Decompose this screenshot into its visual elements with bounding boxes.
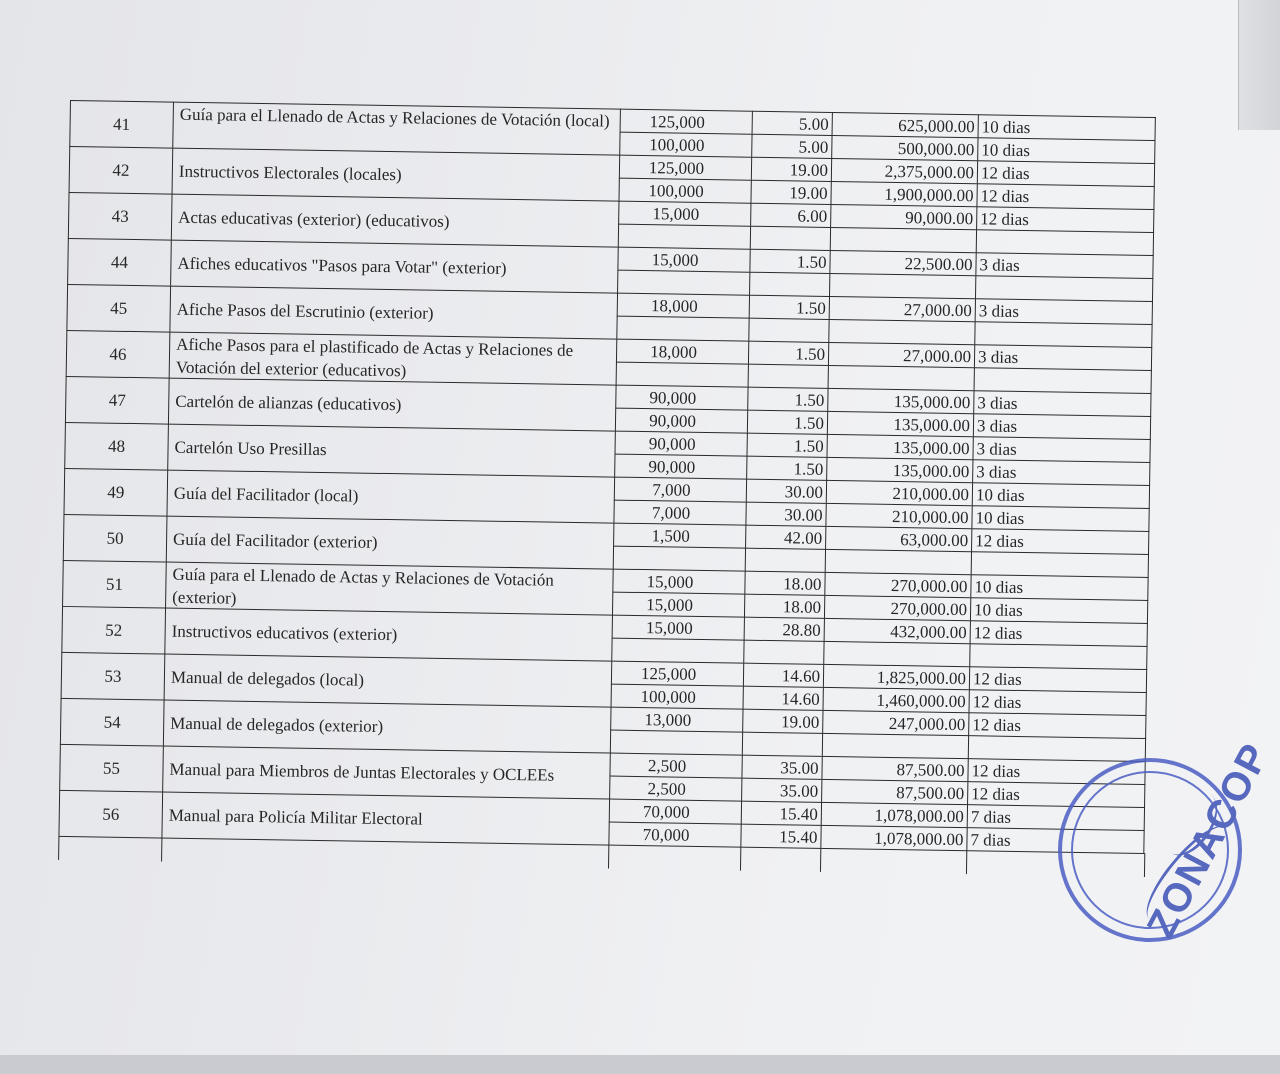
delivery-days-cell: 7 dias bbox=[967, 804, 1145, 830]
quantity-cell: 90,000 bbox=[615, 385, 747, 410]
unit-price-cell: 19.00 bbox=[751, 157, 831, 181]
item-description: Afiche Pasos para el plastificado de Actas y Relaciones de Votación del exterior (educativos) bbox=[175, 334, 574, 381]
quantity-cell: 70,000 bbox=[609, 799, 741, 824]
item-description-cell bbox=[161, 792, 609, 845]
unit-price-cell: 30.00 bbox=[746, 479, 826, 503]
total-cell bbox=[829, 273, 975, 298]
quantity-cell: 18,000 bbox=[617, 293, 749, 318]
unit-price-cell: 15.40 bbox=[741, 801, 821, 825]
item-description: Cartelón de alianzas (educativos) bbox=[175, 391, 402, 415]
quantity-cell: 70,000 bbox=[608, 822, 740, 847]
total-cell: 1,460,000.00 bbox=[823, 687, 969, 712]
quantity-cell: 7,000 bbox=[614, 477, 746, 502]
unit-price-cell bbox=[743, 640, 823, 664]
item-description-cell bbox=[169, 332, 617, 385]
delivery-days-cell: 12 dias bbox=[976, 206, 1154, 232]
delivery-days-cell: 3 dias bbox=[974, 344, 1152, 370]
table-column-line bbox=[58, 836, 59, 860]
delivery-days-cell: 12 dias bbox=[971, 528, 1149, 554]
unit-price-cell: 18.00 bbox=[744, 594, 824, 618]
item-description: Guía del Facilitador (exterior) bbox=[172, 529, 378, 552]
item-number: 52 bbox=[105, 620, 123, 640]
delivery-days-cell bbox=[971, 551, 1149, 577]
delivery-days-cell: 3 dias bbox=[975, 252, 1153, 278]
item-description-cell bbox=[166, 470, 614, 523]
item-number-cell bbox=[69, 100, 173, 148]
item-number-cell bbox=[63, 514, 167, 562]
item-number-cell bbox=[66, 330, 170, 378]
table-column-line bbox=[608, 845, 609, 869]
unit-price-cell: 19.00 bbox=[750, 180, 830, 204]
unit-price-cell bbox=[750, 226, 830, 250]
unit-price-cell: 5.00 bbox=[752, 111, 832, 135]
item-number-cell bbox=[65, 376, 169, 424]
item-number: 46 bbox=[109, 344, 127, 364]
table-column-line bbox=[161, 838, 162, 862]
quantity-cell: 15,000 bbox=[612, 592, 744, 617]
delivery-days-cell: 12 dias bbox=[977, 160, 1155, 186]
item-description: Cartelón Uso Presillas bbox=[174, 437, 327, 460]
unit-price-cell: 18.00 bbox=[744, 571, 824, 595]
item-description: Afiche Pasos del Escrutinio (exterior) bbox=[176, 299, 434, 323]
total-cell: 270,000.00 bbox=[824, 572, 970, 597]
item-number-cell bbox=[58, 790, 162, 838]
delivery-days-cell bbox=[975, 275, 1153, 301]
total-cell: 1,900,000.00 bbox=[830, 181, 976, 206]
item-number: 56 bbox=[102, 804, 120, 824]
total-cell: 432,000.00 bbox=[824, 618, 970, 643]
quantity-cell: 15,000 bbox=[612, 615, 744, 640]
item-number-cell bbox=[62, 560, 166, 608]
quantity-cell: 100,000 bbox=[619, 132, 751, 157]
delivery-days-cell: 12 dias bbox=[967, 758, 1145, 784]
item-number: 50 bbox=[106, 528, 124, 548]
total-cell: 135,000.00 bbox=[827, 388, 973, 413]
unit-price-cell: 1.50 bbox=[746, 456, 826, 480]
item-description-cell bbox=[167, 424, 615, 477]
unit-price-cell: 5.00 bbox=[751, 134, 831, 158]
quantity-cell: 2,500 bbox=[609, 753, 741, 778]
unit-price-cell: 30.00 bbox=[745, 502, 825, 526]
unit-price-cell: 6.00 bbox=[750, 203, 830, 227]
unit-price-cell: 1.50 bbox=[747, 410, 827, 434]
delivery-days-cell: 3 dias bbox=[972, 459, 1150, 485]
total-cell: 63,000.00 bbox=[825, 526, 971, 551]
unit-price-cell: 19.00 bbox=[742, 709, 822, 733]
total-cell bbox=[822, 733, 968, 758]
quantity-cell: 1,500 bbox=[613, 523, 745, 548]
item-number-cell bbox=[63, 468, 167, 516]
quantity-cell bbox=[616, 316, 748, 341]
unit-price-cell: 1.50 bbox=[749, 249, 829, 273]
item-number: 54 bbox=[103, 712, 121, 732]
quantity-cell: 125,000 bbox=[611, 661, 743, 686]
delivery-days-cell: 12 dias bbox=[976, 183, 1154, 209]
item-description: Instructivos educativos (exterior) bbox=[171, 621, 398, 645]
total-cell: 27,000.00 bbox=[829, 296, 975, 321]
unit-price-cell: 1.50 bbox=[749, 295, 829, 319]
delivery-days-cell: 3 dias bbox=[973, 413, 1151, 439]
item-description: Instructivos Electorales (locales) bbox=[178, 161, 402, 185]
item-number-cell bbox=[60, 698, 164, 746]
total-cell: 500,000.00 bbox=[831, 135, 977, 160]
item-number: 42 bbox=[112, 160, 130, 180]
unit-price-cell: 1.50 bbox=[746, 433, 826, 457]
item-number-cell bbox=[61, 652, 165, 700]
item-description: Manual de delegados (local) bbox=[170, 667, 365, 690]
quantity-cell: 15,000 bbox=[612, 569, 744, 594]
unit-price-cell: 14.60 bbox=[743, 686, 823, 710]
total-cell: 87,500.00 bbox=[821, 779, 967, 804]
item-description-cell bbox=[166, 516, 614, 569]
quantity-cell: 2,500 bbox=[609, 776, 741, 801]
item-description: Guía del Facilitador (local) bbox=[173, 483, 359, 506]
delivery-days-cell: 7 dias bbox=[966, 827, 1144, 853]
total-cell: 135,000.00 bbox=[826, 434, 972, 459]
quantity-cell: 90,000 bbox=[615, 408, 747, 433]
table-column-line bbox=[966, 850, 967, 874]
item-description-cell bbox=[172, 148, 620, 201]
item-description: Afiches educativos "Pasos para Votar" (exterior) bbox=[177, 253, 507, 278]
item-description: Manual de delegados (exterior) bbox=[170, 713, 384, 736]
stamp-text: ZONACOP bbox=[1138, 735, 1279, 946]
delivery-days-cell: 10 dias bbox=[970, 597, 1148, 623]
delivery-days-cell bbox=[968, 735, 1146, 761]
item-description-cell bbox=[170, 240, 618, 293]
delivery-days-cell: 10 dias bbox=[977, 137, 1155, 163]
unit-price-cell bbox=[748, 318, 828, 342]
quantity-cell: 7,000 bbox=[613, 500, 745, 525]
total-cell: 1,078,000.00 bbox=[821, 802, 967, 827]
quantity-cell: 13,000 bbox=[610, 707, 742, 732]
item-number: 51 bbox=[105, 574, 124, 594]
total-cell: 247,000.00 bbox=[822, 710, 968, 735]
delivery-days-cell bbox=[976, 229, 1154, 255]
quantity-cell bbox=[618, 224, 750, 249]
item-number: 49 bbox=[107, 482, 125, 502]
item-description: Manual para Policía Militar Electoral bbox=[168, 805, 423, 829]
item-number: 53 bbox=[104, 666, 122, 686]
item-description-cell bbox=[169, 286, 617, 339]
quantity-cell bbox=[617, 270, 749, 295]
delivery-days-cell: 10 dias bbox=[978, 114, 1156, 140]
item-description-cell bbox=[165, 562, 613, 615]
delivery-days-cell: 10 dias bbox=[971, 505, 1149, 531]
item-number-cell bbox=[64, 422, 168, 470]
total-cell: 90,000.00 bbox=[830, 204, 976, 229]
delivery-days-cell bbox=[969, 643, 1147, 669]
unit-price-cell: 14.60 bbox=[743, 663, 823, 687]
item-description: Guía para el Llenado de Actas y Relaciones de Votación (exterior) bbox=[172, 564, 554, 608]
total-cell: 87,500.00 bbox=[821, 756, 967, 781]
company-stamp bbox=[1058, 735, 1279, 946]
delivery-days-cell: 12 dias bbox=[969, 666, 1147, 692]
quantity-cell: 100,000 bbox=[618, 178, 750, 203]
item-description-cell bbox=[162, 746, 610, 799]
unit-price-cell: 15.40 bbox=[740, 824, 820, 848]
item-number: 47 bbox=[108, 390, 126, 410]
item-description: Manual para Miembros de Juntas Electorales y OCLEEs bbox=[169, 759, 555, 785]
quantity-cell: 125,000 bbox=[620, 109, 752, 134]
quantity-cell bbox=[611, 638, 743, 663]
unit-price-cell bbox=[745, 548, 825, 572]
item-description: Guía para el Llenado de Actas y Relaciones de Votación (local) bbox=[179, 104, 610, 131]
unit-price-cell: 1.50 bbox=[748, 341, 828, 365]
unit-price-cell: 42.00 bbox=[745, 525, 825, 549]
total-cell: 135,000.00 bbox=[826, 457, 972, 482]
item-number: 44 bbox=[110, 252, 129, 272]
total-cell: 210,000.00 bbox=[825, 503, 971, 528]
delivery-days-cell: 10 dias bbox=[972, 482, 1150, 508]
quantity-cell: 125,000 bbox=[619, 155, 751, 180]
total-cell bbox=[828, 319, 974, 344]
delivery-days-cell: 12 dias bbox=[970, 620, 1148, 646]
total-cell: 1,825,000.00 bbox=[823, 664, 969, 689]
table-column-line bbox=[820, 848, 821, 872]
unit-price-cell: 28.80 bbox=[744, 617, 824, 641]
total-cell bbox=[823, 641, 969, 666]
item-description-cell bbox=[172, 102, 620, 155]
item-number-cell bbox=[69, 146, 173, 194]
quantity-cell: 15,000 bbox=[618, 201, 750, 226]
quantity-cell: 18,000 bbox=[616, 339, 748, 364]
quantity-cell bbox=[610, 730, 742, 755]
unit-price-cell bbox=[748, 364, 828, 388]
item-number-cell bbox=[67, 238, 171, 286]
total-cell: 270,000.00 bbox=[824, 595, 970, 620]
item-number-cell bbox=[61, 606, 165, 654]
delivery-days-cell: 12 dias bbox=[967, 781, 1145, 807]
item-number-cell bbox=[66, 284, 170, 332]
unit-price-cell: 35.00 bbox=[741, 778, 821, 802]
delivery-days-cell bbox=[974, 367, 1152, 393]
delivery-days-cell: 3 dias bbox=[975, 298, 1153, 324]
unit-price-cell: 35.00 bbox=[741, 755, 821, 779]
delivery-days-cell: 10 dias bbox=[970, 574, 1148, 600]
item-description-cell bbox=[168, 378, 616, 431]
quantity-cell: 100,000 bbox=[611, 684, 743, 709]
total-cell bbox=[828, 365, 974, 390]
unit-price-cell bbox=[742, 732, 822, 756]
item-description-cell bbox=[164, 654, 612, 707]
item-description-cell bbox=[171, 194, 619, 247]
total-cell: 210,000.00 bbox=[826, 480, 972, 505]
delivery-days-cell: 12 dias bbox=[968, 712, 1146, 738]
total-cell: 135,000.00 bbox=[827, 411, 973, 436]
delivery-days-cell: 3 dias bbox=[973, 390, 1151, 416]
quantity-cell: 90,000 bbox=[614, 454, 746, 479]
delivery-days-cell: 3 dias bbox=[972, 436, 1150, 462]
total-cell: 27,000.00 bbox=[828, 342, 974, 367]
quantity-cell: 15,000 bbox=[617, 247, 749, 272]
item-description: Actas educativas (exterior) (educativos) bbox=[178, 207, 450, 231]
unit-price-cell: 1.50 bbox=[747, 387, 827, 411]
item-number-cell bbox=[59, 744, 163, 792]
item-description-cell bbox=[163, 700, 611, 753]
total-cell bbox=[825, 549, 971, 574]
total-cell: 625,000.00 bbox=[832, 112, 978, 137]
quantity-cell bbox=[613, 546, 745, 571]
item-number: 43 bbox=[111, 206, 129, 226]
total-cell: 1,078,000.00 bbox=[820, 825, 966, 850]
total-cell: 22,500.00 bbox=[829, 250, 975, 275]
item-number: 41 bbox=[112, 114, 131, 134]
delivery-days-cell bbox=[974, 321, 1152, 347]
total-cell bbox=[830, 227, 976, 252]
item-number-cell bbox=[68, 192, 172, 240]
item-number: 55 bbox=[102, 758, 121, 778]
quantity-cell: 90,000 bbox=[615, 431, 747, 456]
item-description-cell bbox=[164, 608, 612, 661]
delivery-days-cell: 12 dias bbox=[968, 689, 1146, 715]
item-number: 48 bbox=[107, 436, 126, 456]
table-column-line bbox=[740, 847, 741, 871]
item-number: 45 bbox=[110, 298, 128, 318]
total-cell: 2,375,000.00 bbox=[831, 158, 977, 183]
unit-price-cell bbox=[749, 272, 829, 296]
quantity-cell bbox=[616, 362, 748, 387]
